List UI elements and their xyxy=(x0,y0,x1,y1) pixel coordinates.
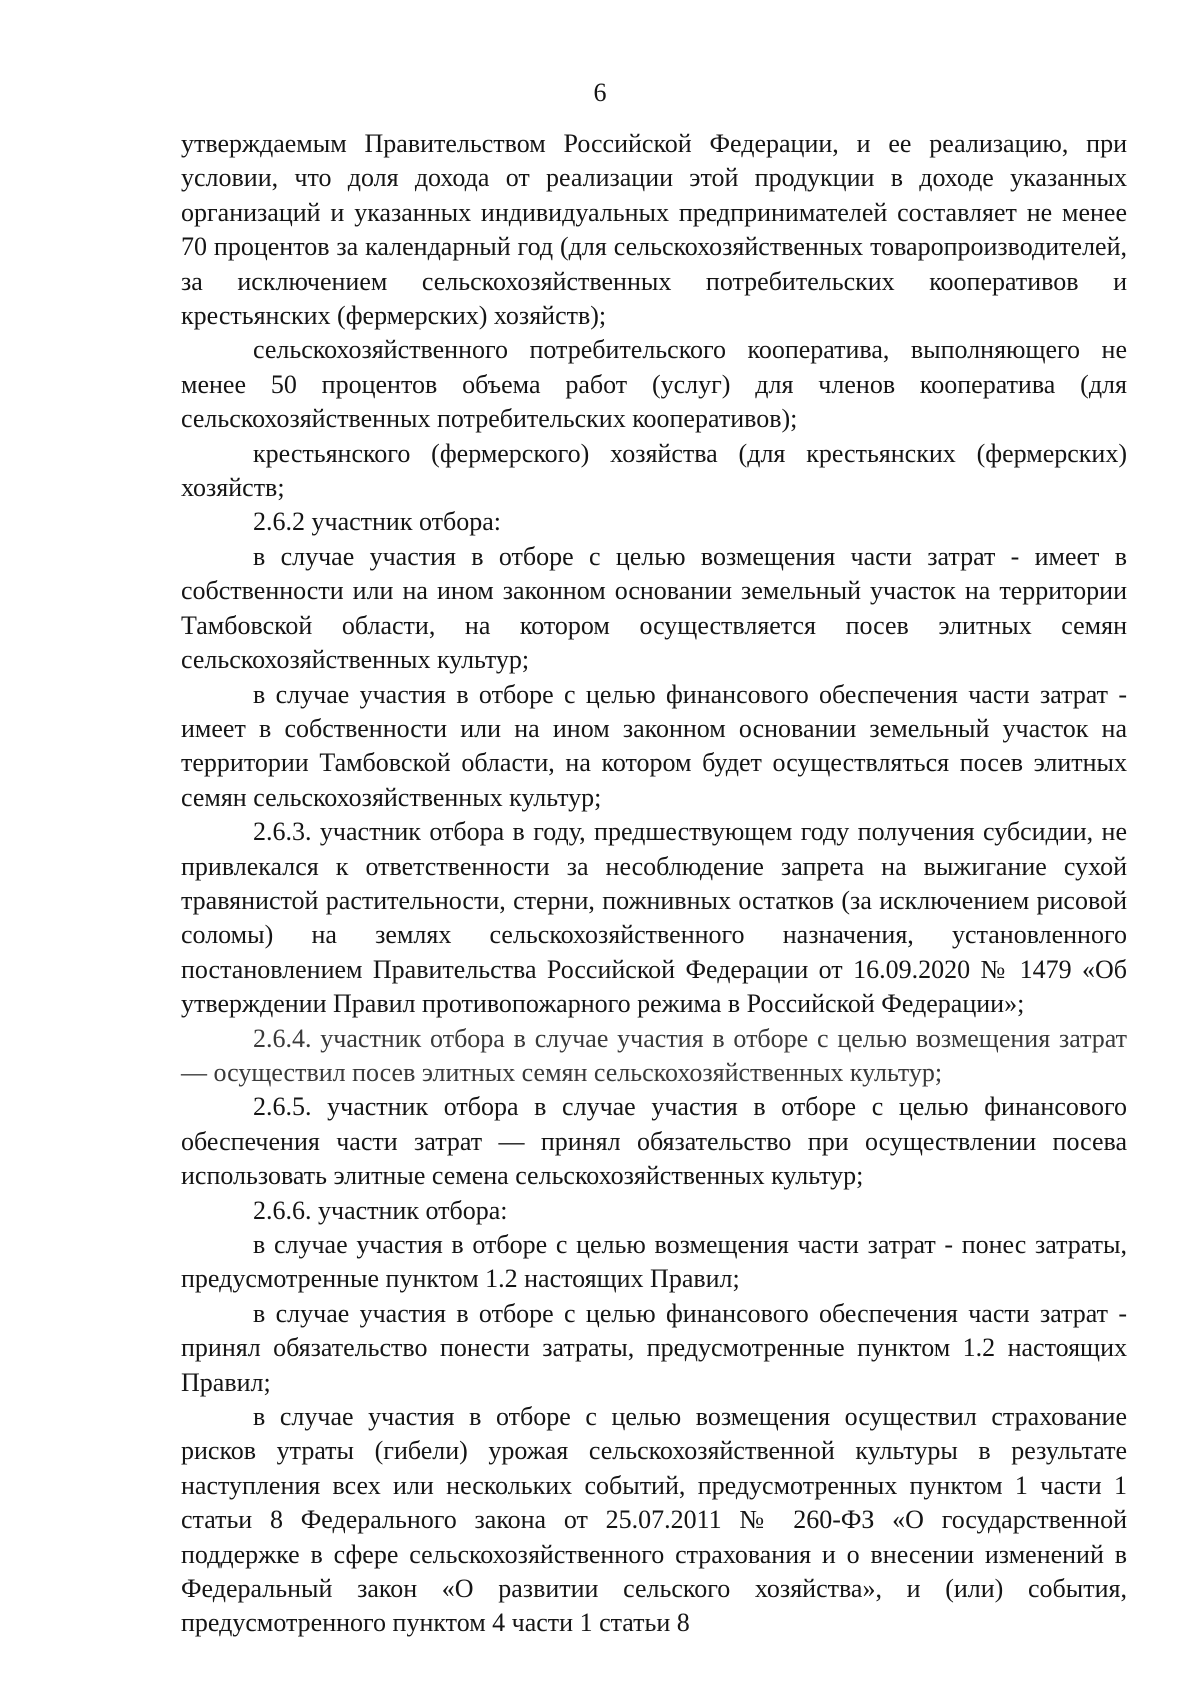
clause-2-6-2-heading: 2.6.2 участник отбора: xyxy=(253,507,501,537)
paragraph-reimbursement-land: в случае участия в отборе с целью возмещения части затрат - имеет в собственности или на ином законном основании земельный участок на территории Тамбовской области, на котором осуществляется посев элитных семян сельскохозяйственных культур; xyxy=(181,541,1127,675)
paragraph-financing-costs: в случае участия в отборе с целью финансового обеспечения части затрат - принял обязательство понести затраты, предусмотренные пунктом 1.2 настоящих Правил; xyxy=(181,1298,1127,1397)
page-number: 6 xyxy=(593,78,607,107)
paragraph-cooperative: сельскохозяйственного потребительского кооператива, выполняющего не менее 50 процентов объема работ (услуг) для членов кооператива (для сельскохозяйственных потребительских кооперативов); xyxy=(181,335,1127,434)
clause-2-6-3: 2.6.3. участник отбора в году, предшествующем году получения субсидии, не привлекался к ответственности за несоблюдение запрета на выжигание сухой травянистой растительности, стерни, пожнивных остатков (за исключением рисовой соломы) на землях сельскохозяйственного назначения, установленного постановлением Правительства Российской Федерации от 16.09.2020 № 1479 «Об утверждении Правил противопожарного режима в Российской Федерации»; xyxy=(181,817,1127,1019)
paragraph-farm: крестьянского (фермерского) хозяйства (для крестьянских (фермерских) хозяйств; xyxy=(181,438,1127,503)
paragraph-reimbursement-costs: в случае участия в отборе с целью возмещения части затрат - понес затраты, предусмотренные пунктом 1.2 настоящих Правил; xyxy=(181,1230,1127,1294)
paragraph-continuation: утверждаемым Правительством Российской Федерации, и ее реализацию, при условии, что доля дохода от реализации этой продукции в доходе указанных организаций и указанных индивидуальных предпринимателей составляет не менее 70 процентов за календарный год (для сельскохозяйственных товаропроизводителей, за исключением сельскохозяйственных потребительских кооперативов и крестьянских (фермерских) хозяйств); xyxy=(181,129,1127,331)
paragraph-insurance: в случае участия в отборе с целью возмещения осуществил страхование рисков утраты (гибели) урожая сельскохозяйственной культуры в результате наступления всех или нескольких событий, предусмотренных пунктом 1 части 1 статьи 8 Федерального закона от 25.07.2011 № 260-ФЗ «О государственной поддержке в сфере сельскохозяйственного страхования и о внесении изменений в Федеральный закон «О развитии сельского хозяйства», и (или) события, предусмотренного пунктом 4 части 1 статьи 8 xyxy=(181,1402,1127,1638)
paragraph-financing-land: в случае участия в отборе с целью финансового обеспечения части затрат - имеет в собственности или на ином законном основании земельный участок на территории Тамбовской области, на котором будет осуществляться посев элитных семян сельскохозяйственных культур; xyxy=(181,679,1127,812)
clause-2-6-6-heading: 2.6.6. участник отбора: xyxy=(253,1195,508,1225)
clause-2-6-4: 2.6.4. участник отбора в случае участия в отборе с целью возмещения затрат — осуществил посев элитных семян сельскохозяйственных культур; xyxy=(181,1023,1127,1087)
clause-2-6-5: 2.6.5. участник отбора в случае участия в отборе с целью финансового обеспечения части затрат — принял обязательство при осуществлении посева использовать элитные семена сельскохозяйственных культур; xyxy=(181,1092,1127,1191)
document-body xyxy=(181,127,1127,1641)
